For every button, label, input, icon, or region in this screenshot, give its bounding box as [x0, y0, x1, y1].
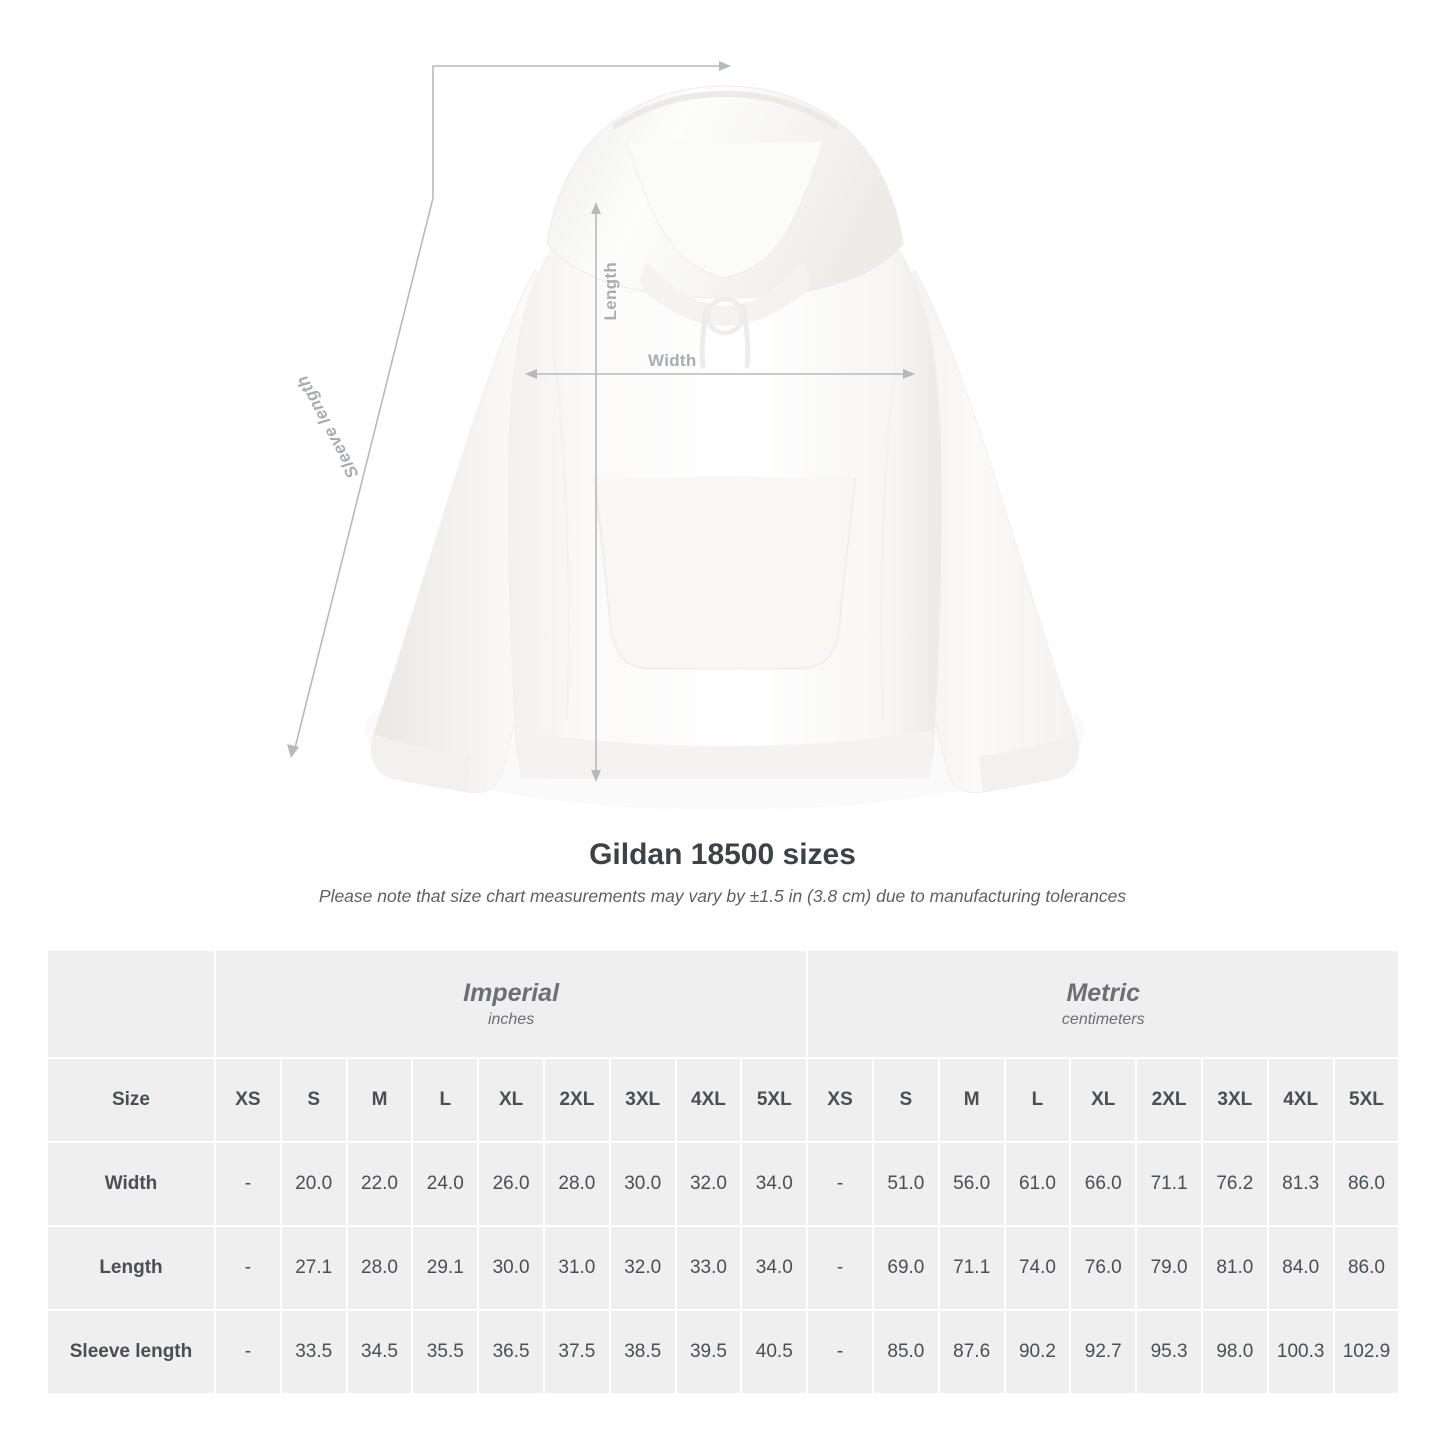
header-size-cell: S	[873, 1058, 939, 1142]
length-dimension-label: Length	[601, 262, 620, 321]
table-row	[47, 1226, 1399, 1310]
cell: 39.5	[676, 1310, 742, 1394]
cell: 51.0	[873, 1142, 939, 1226]
cell: 28.0	[544, 1142, 610, 1226]
cell: -	[807, 1226, 873, 1310]
cell: 35.5	[412, 1310, 478, 1394]
header-size-cell: 3XL	[1202, 1058, 1268, 1142]
hoodie-image	[255, 30, 1195, 820]
title-block	[0, 838, 1445, 907]
header-size-cell: L	[412, 1058, 478, 1142]
cell: 79.0	[1136, 1226, 1202, 1310]
cell: 100.3	[1268, 1310, 1334, 1394]
cell: 30.0	[610, 1142, 676, 1226]
cell: 81.0	[1202, 1226, 1268, 1310]
size-table	[46, 949, 1400, 1395]
cell: 66.0	[1070, 1142, 1136, 1226]
cell: 56.0	[939, 1142, 1005, 1226]
header-size-cell: M	[939, 1058, 1005, 1142]
cell: 84.0	[1268, 1226, 1334, 1310]
cell: 24.0	[412, 1142, 478, 1226]
header-size-cell: 2XL	[1136, 1058, 1202, 1142]
cell: 102.9	[1334, 1310, 1400, 1394]
cell: 33.5	[281, 1310, 347, 1394]
metric-unit-name: Metric	[1066, 978, 1141, 1007]
header-size-cell: 5XL	[1334, 1058, 1400, 1142]
cell: 28.0	[347, 1226, 413, 1310]
row-label: Length	[47, 1226, 215, 1310]
tolerance-note: Please note that size chart measurements may vary by ±1.5 in (3.8 cm) due to manufacturing tolerances	[318, 886, 1127, 906]
cell: 30.0	[478, 1226, 544, 1310]
cell: 36.5	[478, 1310, 544, 1394]
cell: 95.3	[1136, 1310, 1202, 1394]
cell: 32.0	[676, 1142, 742, 1226]
cell: 34.0	[741, 1226, 807, 1310]
header-size-cell: XL	[1070, 1058, 1136, 1142]
header-size-cell: S	[281, 1058, 347, 1142]
cell: 74.0	[1005, 1226, 1071, 1310]
cell: 32.0	[610, 1226, 676, 1310]
cell: 86.0	[1334, 1226, 1400, 1310]
header-size-cell: L	[1005, 1058, 1071, 1142]
cell: -	[215, 1310, 281, 1394]
imperial-unit-sub: inches	[487, 1011, 535, 1029]
unit-spacer-cell	[47, 950, 215, 1058]
cell: 22.0	[347, 1142, 413, 1226]
header-size-cell: M	[347, 1058, 413, 1142]
cell: 34.0	[741, 1142, 807, 1226]
cell: -	[215, 1226, 281, 1310]
header-size: Size	[47, 1058, 215, 1142]
cell: 76.2	[1202, 1142, 1268, 1226]
header-size-cell: XS	[807, 1058, 873, 1142]
cell: 31.0	[544, 1226, 610, 1310]
cell: 33.0	[676, 1226, 742, 1310]
cell: 38.5	[610, 1310, 676, 1394]
sleeve-length-dimension-label: Sleeve length	[292, 372, 363, 482]
header-size-cell: 4XL	[676, 1058, 742, 1142]
width-dimension-label: Width	[648, 351, 697, 370]
header-size-cell: 4XL	[1268, 1058, 1334, 1142]
cell: 71.1	[1136, 1142, 1202, 1226]
cell: 20.0	[281, 1142, 347, 1226]
cell: -	[807, 1310, 873, 1394]
cell: -	[807, 1142, 873, 1226]
page-title: Gildan 18500 sizes	[589, 838, 856, 871]
cell: -	[215, 1142, 281, 1226]
table-header-row	[47, 1058, 1399, 1142]
header-size-cell: XS	[215, 1058, 281, 1142]
imperial-unit-name: Imperial	[463, 978, 560, 1007]
row-label: Sleeve length	[47, 1310, 215, 1394]
cell: 76.0	[1070, 1226, 1136, 1310]
cell: 27.1	[281, 1226, 347, 1310]
row-label: Width	[47, 1142, 215, 1226]
cell: 37.5	[544, 1310, 610, 1394]
cell: 69.0	[873, 1226, 939, 1310]
cell: 34.5	[347, 1310, 413, 1394]
metric-unit-sub: centimeters	[1061, 1011, 1145, 1029]
cell: 26.0	[478, 1142, 544, 1226]
cell: 81.3	[1268, 1142, 1334, 1226]
cell: 92.7	[1070, 1310, 1136, 1394]
cell: 40.5	[741, 1310, 807, 1394]
size-table-container	[46, 949, 1399, 1395]
table-row	[47, 1310, 1399, 1394]
cell: 71.1	[939, 1226, 1005, 1310]
cell: 98.0	[1202, 1310, 1268, 1394]
metric-unit-cell	[807, 950, 1399, 1058]
cell: 61.0	[1005, 1142, 1071, 1226]
table-row	[47, 1142, 1399, 1226]
header-size-cell: 5XL	[741, 1058, 807, 1142]
imperial-unit-cell	[215, 950, 807, 1058]
cell: 85.0	[873, 1310, 939, 1394]
header-size-cell: XL	[478, 1058, 544, 1142]
header-size-cell: 2XL	[544, 1058, 610, 1142]
cell: 29.1	[412, 1226, 478, 1310]
cell: 86.0	[1334, 1142, 1400, 1226]
cell: 87.6	[939, 1310, 1005, 1394]
cell: 90.2	[1005, 1310, 1071, 1394]
unit-header-row	[47, 950, 1399, 1058]
header-size-cell: 3XL	[610, 1058, 676, 1142]
